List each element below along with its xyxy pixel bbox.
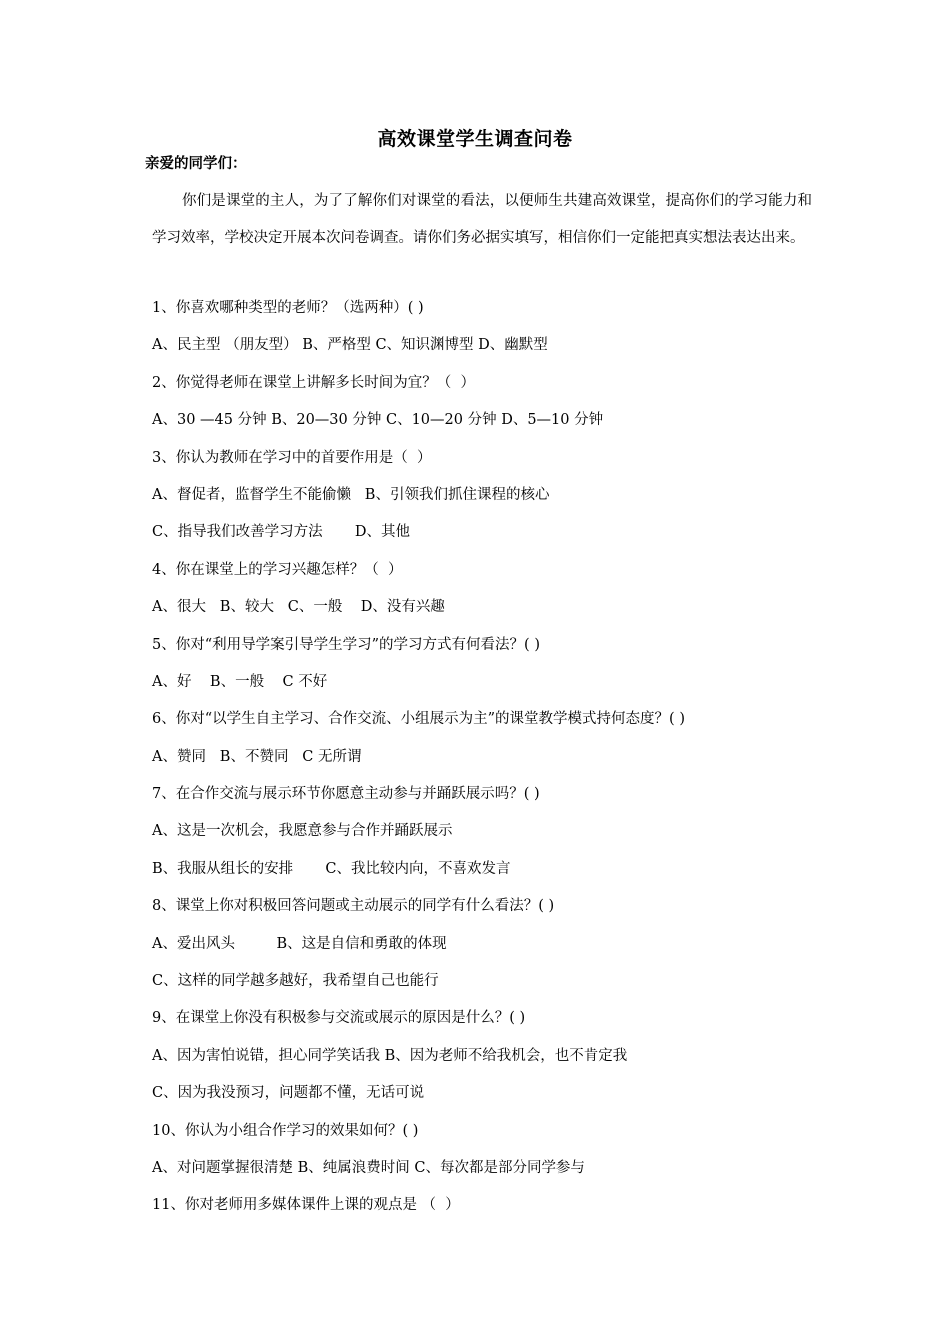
question-line: A、因为害怕说错，担心同学笑话我 B、因为老师不给我机会，也不肯定我	[152, 1047, 628, 1064]
question-line: 10、你认为小组合作学习的效果如何？( )	[152, 1122, 419, 1139]
question-line: 1、你喜欢哪种类型的老师？（选两种）( )	[152, 300, 424, 316]
question-line: B、我服从组长的安排 C、我比较内向，不喜欢发言	[152, 860, 511, 877]
intro-paragraph: 你们是课堂的主人，为了了解你们对课堂的看法，以便师生共建高效课堂，提高你们的学习能力和学习效率，学校决定开展本次问卷调查。请你们务必据实填写，相信你们一定能把真实想法表达出来。	[152, 193, 812, 246]
question-line: 8、课堂上你对积极回答问题或主动展示的同学有什么看法？( )	[152, 898, 555, 915]
question-line: A、对问题掌握很清楚 B、纯属浪费时间 C、每次都是部分同学参与	[152, 1159, 585, 1176]
question-line: A、很大 B、较大 C、一般 D、没有兴趣	[152, 599, 445, 616]
question-line: 7、在合作交流与展示环节你愿意主动参与并踊跃展示吗？( )	[152, 786, 540, 803]
question-line: 5、你对“利用导学案引导学生学习”的学习方式有何看法？( )	[152, 636, 540, 653]
question-line: C、因为我没预习，问题都不懂，无话可说	[152, 1085, 425, 1102]
question-line: A、这是一次机会，我愿意参与合作并踊跃展示	[152, 823, 453, 840]
question-line: A、赞同 B、不赞同 C 无所谓	[152, 748, 362, 765]
question-line: A、督促者，监督学生不能偷懒 B、引领我们抓住课程的核心	[152, 486, 550, 503]
question-line: 9、在课堂上你没有积极参与交流或展示的原因是什么？( )	[152, 1010, 526, 1027]
question-line: 11、你对老师用多媒体课件上课的观点是 （ ）	[152, 1197, 460, 1214]
document-title: 高效课堂学生调查问卷	[377, 128, 573, 150]
question-line: 4、你在课堂上的学习兴趣怎样？（ ）	[152, 561, 403, 578]
question-list	[152, 296, 832, 1231]
question-line: C、指导我们改善学习方法 D、其他	[152, 524, 410, 541]
greeting: 亲爱的同学们：	[145, 155, 247, 172]
question-line: 2、你觉得老师在课堂上讲解多长时间为宜？（ ）	[152, 374, 475, 391]
question-line: 6、你对“以学生自主学习、合作交流、小组展示为主”的课堂教学模式持何态度？( )	[152, 711, 685, 728]
question-line: 3、你认为教师在学习中的首要作用是（ ）	[152, 449, 432, 466]
question-line: A、爱出风头 B、这是自信和勇敢的体现	[152, 935, 447, 952]
question-line: A、好 B、一般 C 不好	[152, 673, 328, 690]
question-line: C、这样的同学越多越好，我希望自己也能行	[152, 973, 439, 990]
question-line: A、30 —45 分钟 B、20—30 分钟 C、10—20 分钟 D、5—10 分钟	[152, 412, 604, 429]
question-line: A、民主型 （朋友型） B、严格型 C、知识渊博型 D、幽默型	[152, 337, 548, 354]
